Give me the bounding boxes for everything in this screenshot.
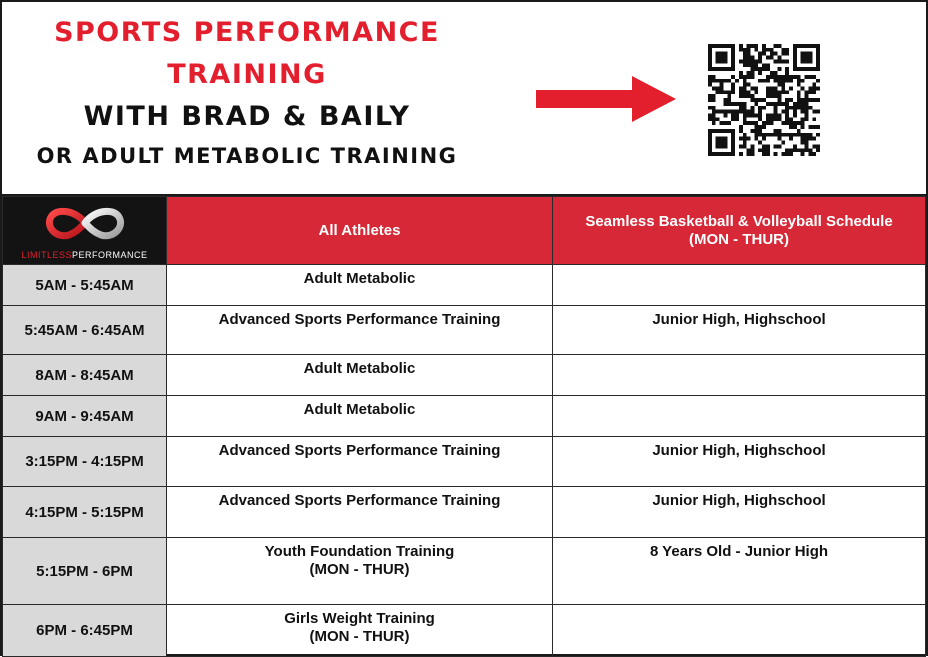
brand-logo xyxy=(3,197,167,265)
schedule-table xyxy=(2,196,926,657)
time-cell: 6PM - 6:45PM xyxy=(3,605,167,657)
title-line-3: WITH BRAD & BAILY xyxy=(83,100,411,132)
seamless-cell: Junior High, Highschool xyxy=(553,306,926,355)
brand-part-1: LIMITLESS xyxy=(21,250,72,260)
infinity-icon xyxy=(43,203,127,243)
seamless-cell xyxy=(553,396,926,437)
session-days: (MON - THUR) xyxy=(309,628,410,645)
session-name: Adult Metabolic xyxy=(303,270,416,287)
table-row xyxy=(3,437,926,487)
time-cell: 5:45AM - 6:45AM xyxy=(3,306,167,355)
all-athletes-cell xyxy=(167,437,553,487)
session-name: Adult Metabolic xyxy=(303,401,416,418)
time-cell: 5:15PM - 6PM xyxy=(3,538,167,605)
seamless-cell xyxy=(553,355,926,396)
session-name: Advanced Sports Performance Training xyxy=(218,311,501,328)
all-athletes-cell xyxy=(167,355,553,396)
session-days: (MON - THUR) xyxy=(309,561,410,578)
title-line-4: OR ADULT METABOLIC TRAINING xyxy=(36,144,458,169)
title-block xyxy=(2,16,492,170)
col-header-all-athletes xyxy=(167,197,553,265)
session-name: Adult Metabolic xyxy=(303,360,416,377)
brand-part-2: PERFORMANCE xyxy=(72,250,148,260)
table-row xyxy=(3,265,926,306)
session-name: Youth Foundation Training xyxy=(264,543,455,560)
flyer-header xyxy=(2,2,926,196)
table-header-row xyxy=(3,197,926,265)
session-name: Girls Weight Training xyxy=(284,610,435,627)
all-athletes-cell xyxy=(167,487,553,538)
all-athletes-cell xyxy=(167,396,553,437)
session-name: Advanced Sports Performance Training xyxy=(218,492,501,509)
table-row xyxy=(3,605,926,657)
col-seamless-label: Seamless Basketball & Volleyball Schedule xyxy=(585,212,893,230)
col-seamless-days: (MON - THUR) xyxy=(689,230,789,248)
title-line-2: TRAINING xyxy=(167,58,327,90)
table-row xyxy=(3,487,926,538)
col-header-seamless xyxy=(553,197,926,265)
title-line-1: SPORTS PERFORMANCE xyxy=(54,17,440,48)
seamless-cell: Junior High, Highschool xyxy=(553,437,926,487)
all-athletes-cell xyxy=(167,605,553,657)
all-athletes-cell xyxy=(167,306,553,355)
table-row xyxy=(3,355,926,396)
seamless-cell xyxy=(553,265,926,306)
time-cell: 8AM - 8:45AM xyxy=(3,355,167,396)
col-all-label: All Athletes xyxy=(318,221,401,239)
time-cell: 4:15PM - 5:15PM xyxy=(3,487,167,538)
time-cell: 5AM - 5:45AM xyxy=(3,265,167,306)
time-cell: 9AM - 9:45AM xyxy=(3,396,167,437)
session-name: Advanced Sports Performance Training xyxy=(218,442,501,459)
all-athletes-cell xyxy=(167,265,553,306)
brand-wordmark xyxy=(3,250,166,260)
table-row xyxy=(3,538,926,605)
time-cell: 3:15PM - 4:15PM xyxy=(3,437,167,487)
table-row xyxy=(3,306,926,355)
seamless-cell: Junior High, Highschool xyxy=(553,487,926,538)
qr-code-icon[interactable] xyxy=(708,44,820,156)
arrow-right-icon xyxy=(536,76,676,122)
seamless-cell: 8 Years Old - Junior High xyxy=(553,538,926,605)
table-row xyxy=(3,396,926,437)
seamless-cell xyxy=(553,605,926,657)
all-athletes-cell xyxy=(167,538,553,605)
